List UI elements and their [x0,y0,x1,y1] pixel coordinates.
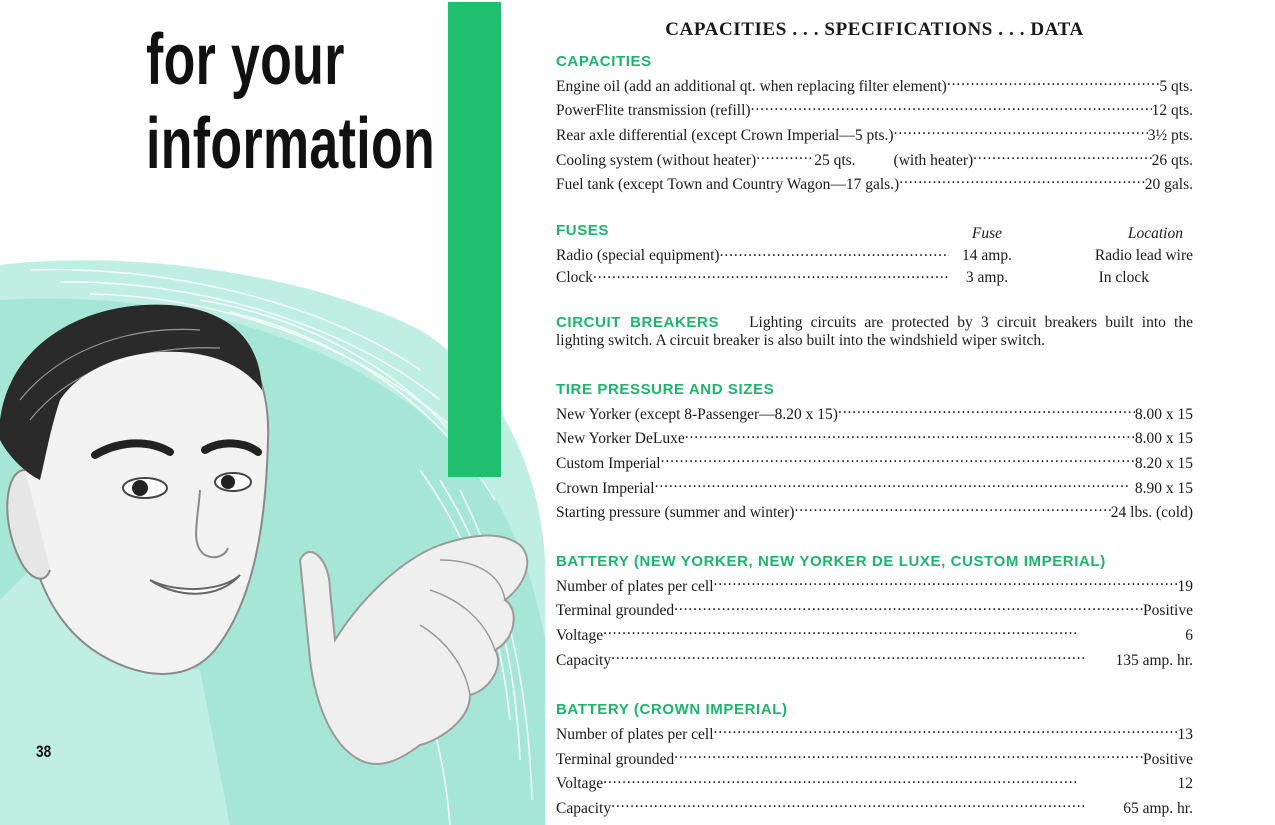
list-item [556,498,1193,523]
row-label-secondary: (with heater) [893,151,974,169]
row-label: Crown Imperial [556,479,655,497]
dot-leader [685,425,1135,444]
dot-leader [947,72,1160,91]
location-value: Radio lead wire [1094,247,1193,265]
fuse-value: 14 amp. [962,247,1012,265]
location-value: In clock [1098,269,1149,287]
row-value: 12 qts. [1151,102,1193,120]
specifications-content [556,18,1193,819]
table-row [556,265,1193,287]
list-item [556,474,1193,499]
fuses-heading: FUSES [556,221,610,239]
row-label: Voltage [556,775,604,793]
dot-leader [603,770,1177,789]
circuit-breakers-heading: CIRCUIT BREAKERS [556,313,720,331]
dot-leader [674,597,1143,616]
page-title: CAPACITIES . . . SPECIFICATIONS . . . DATA [665,19,1084,40]
row-value: 5 qts. [1159,77,1193,95]
dot-leader [794,498,1110,517]
row-label: PowerFlite transmission (refill) [556,102,751,120]
row-value: 135 amp. hr. [1115,651,1193,669]
row-value: 3½ pts. [1147,126,1193,144]
row-label: Voltage [556,626,604,644]
battery-heading: BATTERY (CROWN IMPERIAL) [556,701,788,719]
row-value: 13 [1177,726,1193,744]
list-item [556,597,1193,622]
tire-section [556,380,1193,523]
list-item [556,770,1193,795]
list-item [556,646,1193,671]
row-label: Number of plates per cell [556,577,714,595]
dot-leader [714,720,1178,739]
fuses-section [556,221,1193,287]
list-item [556,745,1193,770]
row-value: 19 [1177,577,1193,595]
row-label: Terminal grounded [556,602,675,620]
cooling-system-row [556,146,1193,171]
dot-leader [894,121,1148,140]
row-label: Custom Imperial [556,454,661,472]
dot-leader [714,572,1178,591]
dot-leader [973,146,1152,165]
list-item [556,794,1193,819]
dot-leader [655,474,1135,493]
list-item [556,121,1193,146]
row-label: Cooling system (without heater) [556,151,757,169]
list-item [556,449,1193,474]
row-value: 20 gals. [1144,176,1193,194]
dot-leader [720,243,949,261]
row-value: 8.90 x 15 [1134,479,1193,497]
row-value: 8.00 x 15 [1134,430,1193,448]
fuse-value: 3 amp. [965,269,1009,287]
dot-leader [611,794,1123,813]
list-item [556,572,1193,597]
circuit-breakers-text: Lighting circuits are protected by 3 circuit breakers built into the lighting switch. A circuit breaker is also built into the windshield wiper switch. [556,313,1193,350]
table-row [556,243,1193,265]
row-value: 65 amp. hr. [1123,799,1193,817]
row-label: New Yorker DeLuxe [556,430,685,448]
dot-leader [756,146,814,165]
row-value: 8.00 x 15 [1134,405,1193,423]
row-value: 12 [1177,775,1193,793]
page-number: 38 [36,742,52,761]
row-label: Rear axle differential (except Crown Imperial—5 pts.) [556,126,894,144]
row-value: 8.20 x 15 [1134,454,1193,472]
tire-heading: TIRE PRESSURE AND SIZES [556,380,775,398]
row-label: New Yorker (except 8-Passenger—8.20 x 15) [556,405,838,423]
list-item [556,621,1193,646]
row-label: Number of plates per cell [556,726,714,744]
dot-leader [603,621,1185,640]
dot-leader [611,646,1115,665]
heading-line-1: for your [146,20,345,100]
row-label: Terminal grounded [556,750,675,768]
heading-line-2: information [146,104,436,184]
list-item [556,425,1193,450]
page-heading [146,18,435,186]
row-value: 24 lbs. (cold) [1110,504,1193,522]
list-item [556,400,1193,425]
row-label: Clock [556,269,594,287]
row-label: Fuel tank (except Town and Country Wagon—17 gals.) [556,176,900,194]
capacities-section [556,52,1193,195]
fuse-column-header: Fuse [971,224,1003,242]
battery-section-crown-imperial [556,700,1193,818]
row-value: Positive [1143,602,1193,620]
row-value: 6 [1185,626,1193,644]
list-item [556,720,1193,745]
battery-heading: BATTERY (NEW YORKER, NEW YORKER DE LUXE, CUSTOM IMPERIAL) [556,552,1106,570]
row-label: Capacity [556,799,612,817]
green-accent-bar [448,2,501,477]
list-item [556,72,1193,97]
row-label: Capacity [556,651,612,669]
capacities-heading: CAPACITIES [556,53,652,70]
row-label: Radio (special equipment) [556,247,720,265]
circuit-breakers-section [556,314,1193,351]
dot-leader [838,400,1135,419]
dot-leader [751,97,1152,116]
dot-leader [593,265,949,283]
dot-leader [661,449,1135,468]
list-item [556,97,1193,122]
row-label: Starting pressure (summer and winter) [556,504,795,522]
row-value: Positive [1143,750,1193,768]
row-value-secondary: 26 qts. [1151,151,1193,169]
row-value: 25 qts. [814,151,856,169]
location-column-header: Location [1127,224,1183,242]
row-label: Engine oil (add an additional qt. when replacing filter element) [556,77,947,95]
dot-leader [674,745,1143,764]
dot-leader [899,170,1145,189]
list-item [556,170,1193,195]
battery-section-new-yorker [556,552,1193,670]
